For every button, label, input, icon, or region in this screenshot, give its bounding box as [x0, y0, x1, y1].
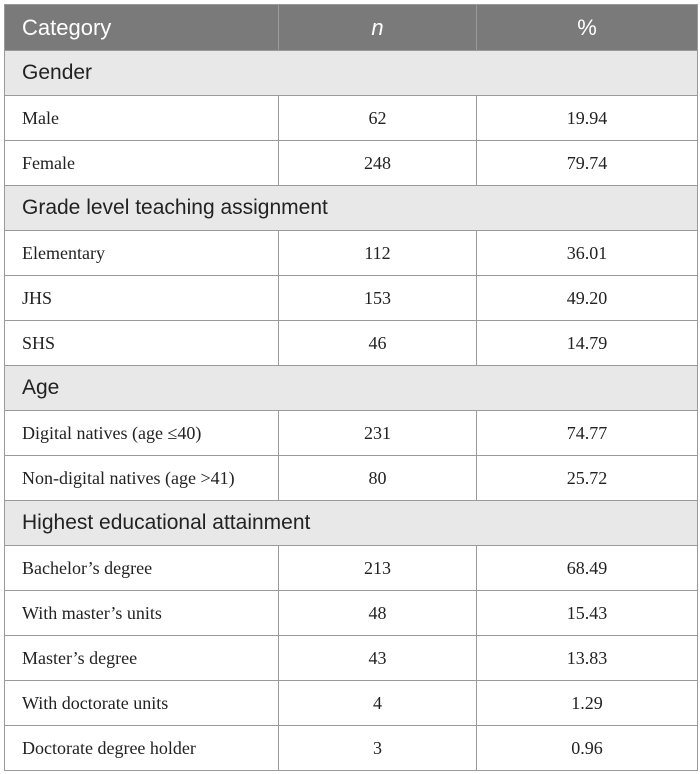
section-row	[5, 51, 698, 96]
section-title: Grade level teaching assignment	[5, 186, 698, 231]
row-percent: 15.43	[477, 591, 698, 636]
section-title: Highest educational attainment	[5, 501, 698, 546]
row-count: 112	[279, 231, 477, 276]
table-row	[5, 96, 698, 141]
row-label: Bachelor’s degree	[5, 546, 279, 591]
row-label: Master’s degree	[5, 636, 279, 681]
row-percent: 1.29	[477, 681, 698, 726]
table-row	[5, 231, 698, 276]
section-row	[5, 501, 698, 546]
row-count: 48	[279, 591, 477, 636]
table-row	[5, 411, 698, 456]
row-percent: 14.79	[477, 321, 698, 366]
demographics-table-container	[4, 4, 697, 771]
row-label: SHS	[5, 321, 279, 366]
row-percent: 0.96	[477, 726, 698, 771]
row-label: With doctorate units	[5, 681, 279, 726]
row-count: 3	[279, 726, 477, 771]
row-percent: 68.49	[477, 546, 698, 591]
row-count: 231	[279, 411, 477, 456]
table-row	[5, 456, 698, 501]
row-percent: 36.01	[477, 231, 698, 276]
table-row	[5, 681, 698, 726]
row-count: 248	[279, 141, 477, 186]
row-percent: 49.20	[477, 276, 698, 321]
row-percent: 25.72	[477, 456, 698, 501]
row-count: 62	[279, 96, 477, 141]
table-row	[5, 591, 698, 636]
row-label: Digital natives (age ≤40)	[5, 411, 279, 456]
section-row	[5, 186, 698, 231]
table-row	[5, 141, 698, 186]
header-n: n	[279, 5, 477, 51]
row-label: Non-digital natives (age >41)	[5, 456, 279, 501]
table-body	[5, 51, 698, 771]
row-label: JHS	[5, 276, 279, 321]
table-row	[5, 636, 698, 681]
header-row	[5, 5, 698, 51]
demographics-table	[4, 4, 698, 771]
table-row	[5, 546, 698, 591]
row-label: Elementary	[5, 231, 279, 276]
row-count: 46	[279, 321, 477, 366]
section-row	[5, 366, 698, 411]
section-title: Gender	[5, 51, 698, 96]
header-category: Category	[5, 5, 279, 51]
row-count: 213	[279, 546, 477, 591]
row-label: Female	[5, 141, 279, 186]
row-label: Male	[5, 96, 279, 141]
header-percent: %	[477, 5, 698, 51]
row-count: 4	[279, 681, 477, 726]
table-row	[5, 276, 698, 321]
row-percent: 19.94	[477, 96, 698, 141]
row-label: Doctorate degree holder	[5, 726, 279, 771]
row-percent: 79.74	[477, 141, 698, 186]
section-title: Age	[5, 366, 698, 411]
row-count: 43	[279, 636, 477, 681]
row-label: With master’s units	[5, 591, 279, 636]
row-count: 80	[279, 456, 477, 501]
row-count: 153	[279, 276, 477, 321]
table-row	[5, 321, 698, 366]
row-percent: 74.77	[477, 411, 698, 456]
row-percent: 13.83	[477, 636, 698, 681]
table-row	[5, 726, 698, 771]
